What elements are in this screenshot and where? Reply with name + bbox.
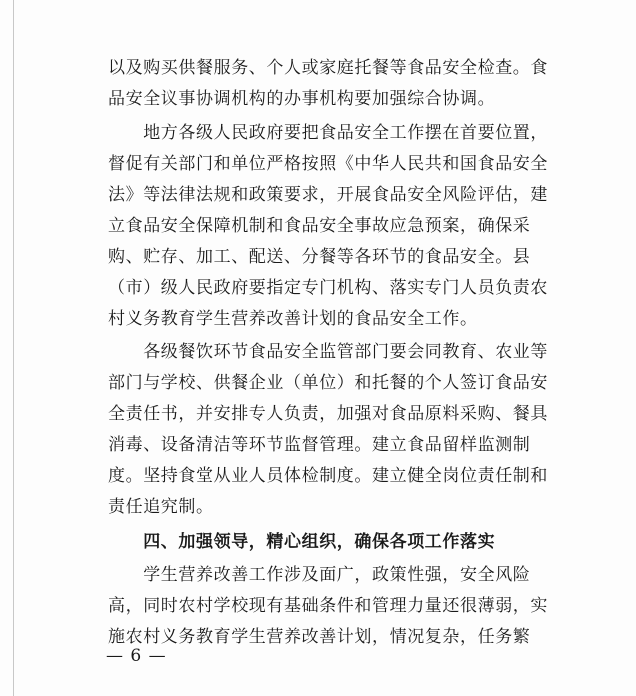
text-line: 全责任书，并安排专人负责，加强对食品原料采购、餐具 <box>108 404 548 424</box>
text-line: 责任追究制。 <box>108 497 214 517</box>
paragraph <box>108 53 548 115</box>
text-line: 品安全议事协调机构的办事机构要加强综合协调。 <box>108 89 496 109</box>
text-line: 法》等法律法规和政策要求，开展食品安全风险评估，建 <box>108 184 548 205</box>
text-line: 高，同时农村学校现有基础条件和管理力量还很薄弱，实 <box>108 596 548 616</box>
text-line: （市）级人民政府要指定专门机构、落实专门人员负责农 <box>108 277 548 298</box>
page-number: — 6 — <box>106 646 167 666</box>
text-line: 督促有关部门和单位严格按照《中华人民共和国食品安全 <box>108 153 548 174</box>
body-text <box>108 53 548 656</box>
text-line: 部门与学校、供餐企业（单位）和托餐的个人签订食品安 <box>108 373 548 393</box>
text-line: 购、贮存、加工、配送、分餐等各环节的食品安全。县 <box>108 246 531 267</box>
text-line: 施农村义务教育学生营养改善计划，情况复杂，任务繁 <box>108 627 531 647</box>
paragraph <box>108 337 548 523</box>
text-line: 各级餐饮环节食品安全监管部门要会同教育、农业等 <box>108 342 548 362</box>
text-line: 学生营养改善工作涉及面广，政策性强，安全风险 <box>108 565 531 585</box>
text-line: 村义务教育学生营养改善计划的食品安全工作。 <box>108 308 478 329</box>
text-line: 以及购买供餐服务、个人或家庭托餐等食品安全检查。食 <box>108 58 548 78</box>
text-line: 地方各级人民政府要把食品安全工作摆在首要位置， <box>108 122 548 143</box>
text-line: 立食品安全保障机制和食品安全事故应急预案，确保采 <box>108 215 531 236</box>
paragraph <box>108 560 548 653</box>
scan-edge-line <box>13 0 14 696</box>
text-line: 度。坚持食堂从业人员体检制度。建立健全岗位责任制和 <box>108 466 548 486</box>
paragraph <box>108 118 548 335</box>
section-heading: 四、加强领导，精心组织，确保各项工作落实 <box>108 532 496 552</box>
text-line: 消毒、设备清洁等环节监督管理。建立食品留样监测制 <box>108 435 531 455</box>
